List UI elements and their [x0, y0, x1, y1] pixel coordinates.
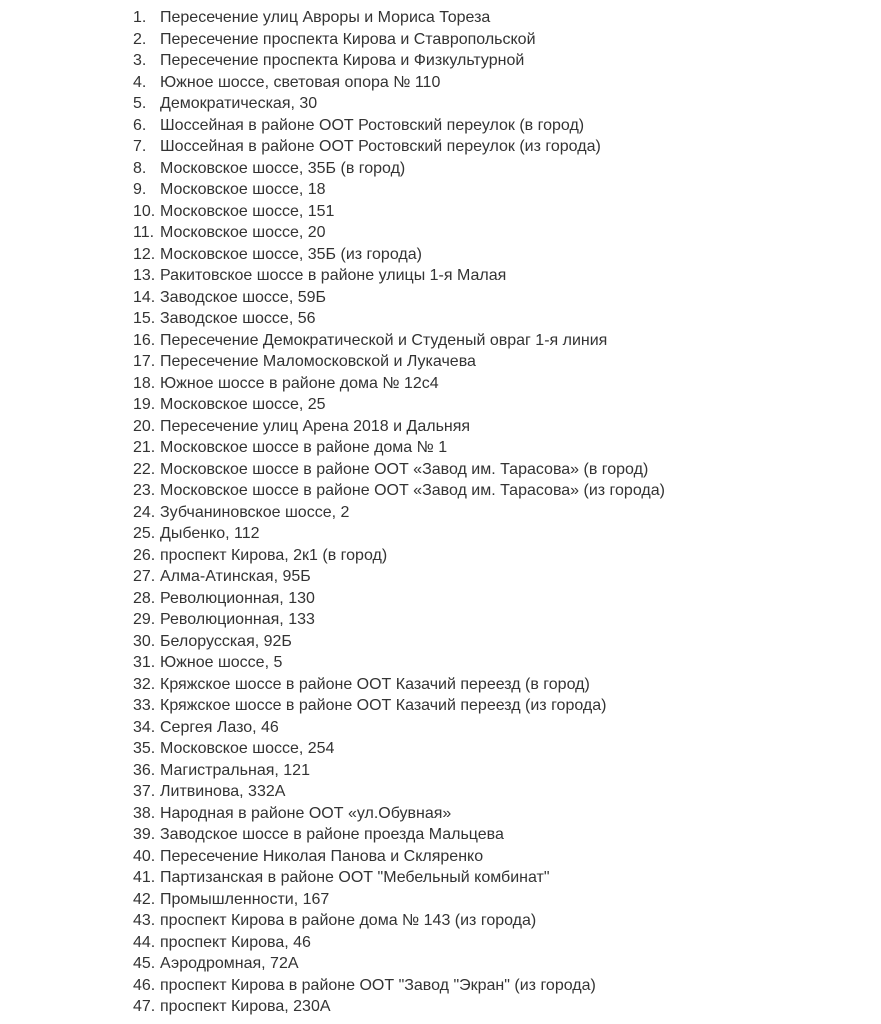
- item-text: Пересечение Маломосковской и Лукачева: [160, 353, 476, 370]
- item-text: Аэродромная, 72А: [160, 955, 299, 972]
- item-text: Южное шоссе, 5: [160, 654, 283, 671]
- item-text: Заводское шоссе в районе проезда Мальцева: [160, 826, 504, 843]
- list-item: [0, 351, 881, 373]
- item-number: 28.: [133, 589, 156, 607]
- item-text: Московское шоссе, 20: [160, 224, 326, 241]
- item-number: 39.: [133, 826, 156, 843]
- item-number: 5.: [133, 95, 147, 112]
- item-number: 3.: [133, 52, 147, 69]
- item-number: 34.: [133, 718, 156, 736]
- item-text: Шоссейная в районе ООТ Ростовский переулок (из города): [160, 138, 601, 155]
- list-item: [0, 566, 881, 588]
- item-number: 25.: [133, 525, 156, 542]
- item-number: 2.: [133, 30, 147, 48]
- item-number: 16.: [133, 331, 156, 349]
- item-number: 1.: [133, 9, 147, 26]
- item-text: Промышленности, 167: [160, 890, 330, 908]
- list-item: [0, 932, 881, 954]
- list-item: [0, 244, 881, 266]
- item-text: проспект Кирова в районе ООТ "Завод "Экран" (из города): [160, 976, 596, 994]
- item-text: Зубчаниновское шоссе, 2: [160, 503, 350, 521]
- item-text: Демократическая, 30: [160, 95, 318, 112]
- item-number: 30.: [133, 632, 156, 650]
- item-text: Народная в районе ООТ «ул.Обувная»: [160, 804, 452, 822]
- item-text: Ракитовское шоссе в районе улицы 1-я Малая: [160, 267, 507, 284]
- item-text: Московское шоссе в районе ООТ «Завод им. Тарасова» (из города): [160, 482, 665, 499]
- item-number: 36.: [133, 761, 156, 779]
- item-number: 10.: [133, 202, 156, 220]
- list-item: [0, 695, 881, 717]
- item-number: 20.: [133, 417, 156, 435]
- list-item: [0, 437, 881, 459]
- list-item: [0, 72, 881, 94]
- item-text: Пересечение Демократической и Студеный овраг 1-я линия: [160, 331, 608, 349]
- item-number: 47.: [133, 998, 156, 1015]
- list-item: [0, 459, 881, 481]
- list-item: [0, 158, 881, 180]
- item-number: 23.: [133, 482, 156, 499]
- item-number: 29.: [133, 611, 156, 628]
- item-number: 8.: [133, 159, 147, 177]
- item-number: 4.: [133, 73, 147, 91]
- item-text: Пересечение проспекта Кирова и Физкультурной: [160, 52, 525, 69]
- list-item: [0, 545, 881, 567]
- item-number: 7.: [133, 138, 147, 155]
- list-item: [0, 308, 881, 330]
- list-item: [0, 910, 881, 932]
- list-item: [0, 7, 881, 29]
- list-item: [0, 50, 881, 72]
- item-text: Белорусская, 92Б: [160, 632, 292, 650]
- item-number: 22.: [133, 460, 156, 478]
- list-item: [0, 394, 881, 416]
- list-item: [0, 889, 881, 911]
- list-item: [0, 824, 881, 846]
- list-item: [0, 136, 881, 158]
- list-item: [0, 652, 881, 674]
- item-text: Партизанская в районе ООТ "Мебельный комбинат": [160, 869, 550, 886]
- item-number: 27.: [133, 568, 156, 585]
- list-item: [0, 502, 881, 524]
- item-text: проспект Кирова, 2к1 (в город): [160, 546, 388, 564]
- item-number: 43.: [133, 912, 156, 929]
- item-text: проспект Кирова, 46: [160, 933, 311, 951]
- item-number: 32.: [133, 675, 156, 693]
- item-text: Пересечение улиц Арена 2018 и Дальняя: [160, 417, 471, 435]
- item-text: Литвинова, 332А: [160, 783, 286, 800]
- list-item: [0, 609, 881, 631]
- item-text: Московское шоссе, 35Б (в город): [160, 159, 406, 177]
- list-item: [0, 803, 881, 825]
- item-number: 44.: [133, 933, 156, 951]
- item-number: 33.: [133, 697, 156, 714]
- item-number: 13.: [133, 267, 156, 284]
- item-number: 15.: [133, 310, 156, 327]
- item-text: Заводское шоссе, 56: [160, 310, 316, 327]
- item-text: Революционная, 130: [160, 589, 315, 607]
- item-text: Пересечение проспекта Кирова и Ставропольской: [160, 30, 536, 48]
- item-text: Алма-Атинская, 95Б: [160, 568, 311, 585]
- item-number: 41.: [133, 869, 156, 886]
- item-text: Московское шоссе в районе ООТ «Завод им. Тарасова» (в город): [160, 460, 649, 478]
- list-item: [0, 674, 881, 696]
- list-item: [0, 115, 881, 137]
- list-item: [0, 201, 881, 223]
- list-item: [0, 738, 881, 760]
- item-number: 40.: [133, 847, 156, 865]
- list-item: [0, 287, 881, 309]
- item-number: 21.: [133, 439, 156, 456]
- list-item: [0, 416, 881, 438]
- item-number: 24.: [133, 503, 156, 521]
- item-text: Южное шоссе в районе дома № 12с4: [160, 374, 439, 392]
- list-item: [0, 588, 881, 610]
- list-item: [0, 222, 881, 244]
- item-text: Московское шоссе, 25: [160, 396, 326, 413]
- item-text: Сергея Лазо, 46: [160, 718, 279, 736]
- item-text: Пересечение улиц Авроры и Мориса Тореза: [160, 9, 491, 26]
- item-number: 14.: [133, 288, 156, 306]
- list-item: [0, 330, 881, 352]
- item-text: Заводское шоссе, 59Б: [160, 288, 327, 306]
- item-number: 6.: [133, 116, 147, 134]
- list-item: [0, 29, 881, 51]
- item-text: Московское шоссе, 35Б (из города): [160, 245, 422, 263]
- list-item: [0, 523, 881, 545]
- list-item: [0, 265, 881, 287]
- item-number: 37.: [133, 783, 156, 800]
- item-number: 26.: [133, 546, 156, 564]
- item-text: Шоссейная в районе ООТ Ростовский переулок (в город): [160, 116, 585, 134]
- list-item: [0, 867, 881, 889]
- item-text: Пересечение Николая Панова и Скляренко: [160, 847, 484, 865]
- item-number: 19.: [133, 396, 156, 413]
- item-text: Московское шоссе, 254: [160, 740, 335, 757]
- item-number: 17.: [133, 353, 156, 370]
- list-item: [0, 953, 881, 975]
- item-number: 45.: [133, 955, 156, 972]
- item-number: 9.: [133, 181, 147, 198]
- item-text: Кряжское шоссе в районе ООТ Казачий переезд (из города): [160, 697, 607, 714]
- item-text: проспект Кирова, 230А: [160, 998, 331, 1015]
- list-item: [0, 760, 881, 782]
- item-text: Магистральная, 121: [160, 761, 310, 779]
- item-text: Кряжское шоссе в районе ООТ Казачий переезд (в город): [160, 675, 590, 693]
- item-text: Московское шоссе, 151: [160, 202, 335, 220]
- item-number: 42.: [133, 890, 156, 908]
- item-text: Московское шоссе в районе дома № 1: [160, 439, 448, 456]
- item-number: 46.: [133, 976, 156, 994]
- item-text: Дыбенко, 112: [160, 525, 260, 542]
- item-number: 18.: [133, 374, 156, 392]
- item-number: 31.: [133, 654, 156, 671]
- list-item: [0, 781, 881, 803]
- item-number: 35.: [133, 740, 156, 757]
- item-number: 38.: [133, 804, 156, 822]
- list-item: [0, 975, 881, 997]
- list-item: [0, 373, 881, 395]
- list-item: [0, 480, 881, 502]
- list-item: [0, 717, 881, 739]
- list-item: [0, 996, 881, 1018]
- item-text: Московское шоссе, 18: [160, 181, 326, 198]
- list-item: [0, 179, 881, 201]
- item-number: 12.: [133, 245, 156, 263]
- item-number: 11.: [133, 224, 155, 241]
- list-item: [0, 631, 881, 653]
- list-item: [0, 846, 881, 868]
- item-text: проспект Кирова в районе дома № 143 (из города): [160, 912, 537, 929]
- list-item: [0, 93, 881, 115]
- item-text: Революционная, 133: [160, 611, 315, 628]
- item-text: Южное шоссе, световая опора № 110: [160, 73, 441, 91]
